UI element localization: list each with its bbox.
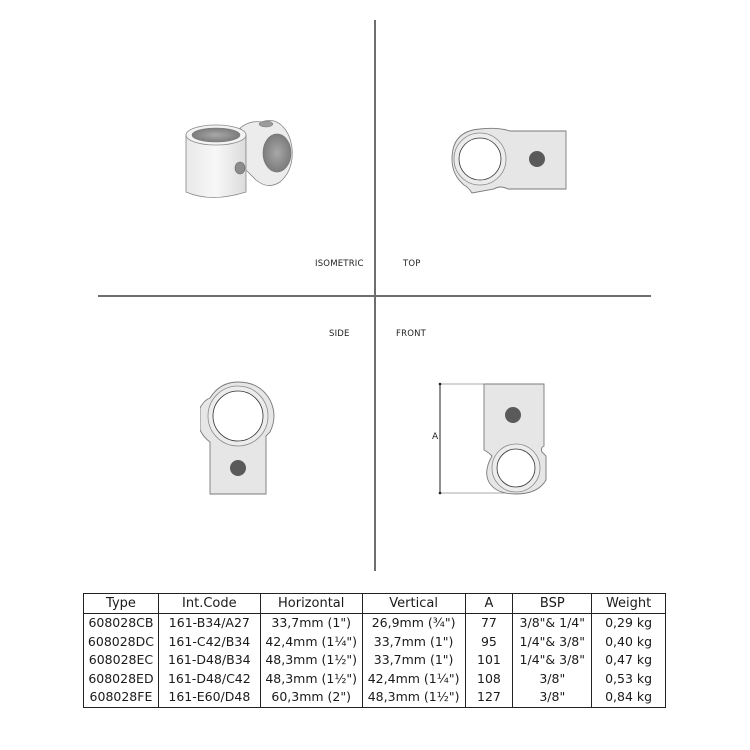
view-label-side: SIDE xyxy=(329,329,350,339)
view-label-isometric: ISOMETRIC xyxy=(315,259,364,269)
cell-a: 101 xyxy=(465,651,513,670)
cell-bsp: 3/8" xyxy=(513,688,592,707)
cell-a: 77 xyxy=(465,614,513,633)
cell-weight: 0,53 kg xyxy=(592,670,666,689)
cell-weight: 0,29 kg xyxy=(592,614,666,633)
view-label-top: TOP xyxy=(403,259,421,269)
header-weight: Weight xyxy=(592,594,666,614)
cell-horizontal: 60,3mm (2") xyxy=(260,688,362,707)
header-horizontal: Horizontal xyxy=(260,594,362,614)
cell-horizontal: 33,7mm (1") xyxy=(260,614,362,633)
front-view-drawing xyxy=(430,380,560,498)
cell-int-code: 161-D48/B34 xyxy=(158,651,260,670)
cell-int-code: 161-B34/A27 xyxy=(158,614,260,633)
cell-bsp: 1/4"& 3/8" xyxy=(513,651,592,670)
view-label-front: FRONT xyxy=(396,329,427,339)
cell-a: 108 xyxy=(465,670,513,689)
header-a: A xyxy=(465,594,513,614)
cell-vertical: 42,4mm (1¼") xyxy=(362,670,465,689)
cell-horizontal: 48,3mm (1½") xyxy=(260,670,362,689)
cell-int-code: 161-C42/B34 xyxy=(158,633,260,652)
side-view-drawing xyxy=(200,380,280,498)
top-view-drawing xyxy=(450,125,570,197)
header-bsp: BSP xyxy=(513,594,592,614)
cell-type: 608028FE xyxy=(84,688,159,707)
cell-type: 608028DC xyxy=(84,633,159,652)
table-row xyxy=(84,688,666,707)
table-row xyxy=(84,670,666,689)
table-row xyxy=(84,614,666,633)
cell-horizontal: 42,4mm (1¼") xyxy=(260,633,362,652)
cell-vertical: 26,9mm (¾") xyxy=(362,614,465,633)
cell-vertical: 48,3mm (1½") xyxy=(362,688,465,707)
cell-type: 608028CB xyxy=(84,614,159,633)
dimension-label-a: A xyxy=(432,432,439,442)
cell-type: 608028EC xyxy=(84,651,159,670)
cell-vertical: 33,7mm (1") xyxy=(362,651,465,670)
isometric-view-drawing xyxy=(180,110,310,205)
cell-horizontal: 48,3mm (1½") xyxy=(260,651,362,670)
table-row xyxy=(84,651,666,670)
cell-bsp: 3/8"& 1/4" xyxy=(513,614,592,633)
cell-int-code: 161-D48/C42 xyxy=(158,670,260,689)
cell-vertical: 33,7mm (1") xyxy=(362,633,465,652)
cell-bsp: 1/4"& 3/8" xyxy=(513,633,592,652)
cell-a: 127 xyxy=(465,688,513,707)
cell-bsp: 3/8" xyxy=(513,670,592,689)
table-header-row xyxy=(84,594,666,614)
cell-a: 95 xyxy=(465,633,513,652)
table-row xyxy=(84,633,666,652)
cell-type: 608028ED xyxy=(84,670,159,689)
header-type: Type xyxy=(84,594,159,614)
specification-table xyxy=(83,593,666,708)
header-vertical: Vertical xyxy=(362,594,465,614)
header-int-code: Int.Code xyxy=(158,594,260,614)
cell-int-code: 161-E60/D48 xyxy=(158,688,260,707)
quadrant-divider-horizontal xyxy=(98,295,651,297)
cell-weight: 0,40 kg xyxy=(592,633,666,652)
cell-weight: 0,84 kg xyxy=(592,688,666,707)
cell-weight: 0,47 kg xyxy=(592,651,666,670)
